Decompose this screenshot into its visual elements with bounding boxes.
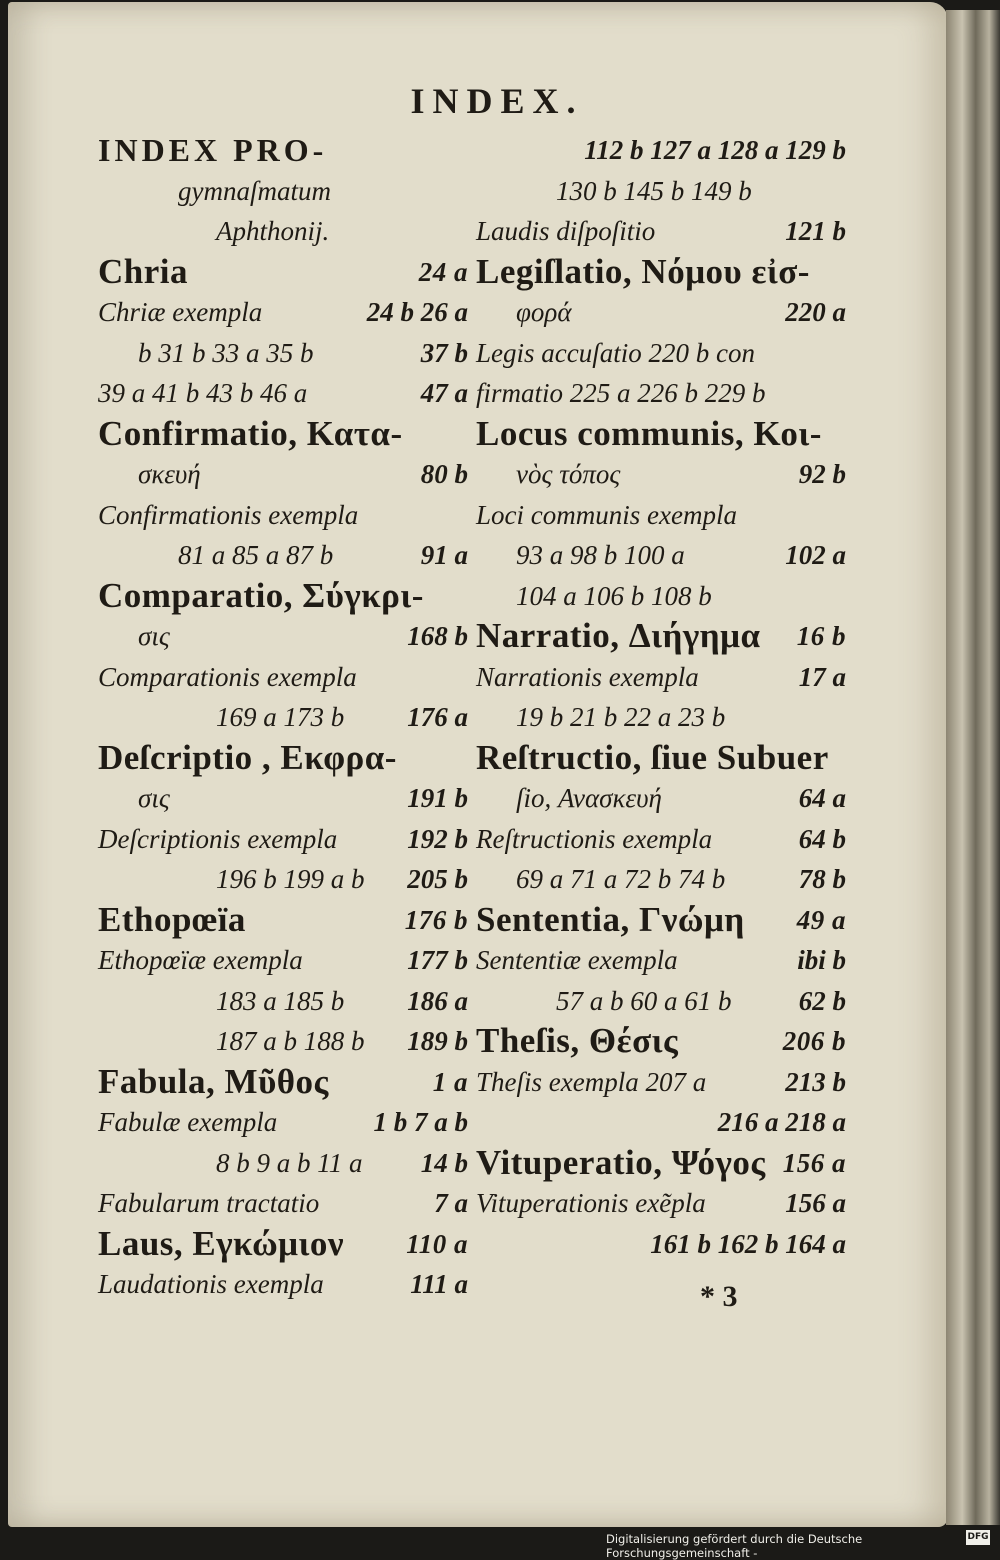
- entry-text: Reſtructionis exempla: [476, 823, 713, 854]
- index-entry: [98, 697, 468, 738]
- index-entry: [476, 616, 846, 657]
- index-entry: [98, 981, 468, 1022]
- entry-page-ref: 92 b: [798, 459, 846, 489]
- index-entry: [476, 1021, 846, 1062]
- entry-text: 93 a 98 b 100 a: [516, 540, 685, 570]
- entry-page-ref: 17 a: [798, 661, 846, 692]
- entry-text: Fabula, Μῦθος: [98, 1061, 329, 1101]
- index-entry: [476, 1102, 846, 1143]
- entry-text: ſio, Ανασκευή: [516, 783, 662, 813]
- entry-page-ref: 177 b: [407, 945, 468, 975]
- entry-text: b 31 b 33 a 35 b: [138, 337, 314, 368]
- entry-page-ref: 189 b: [407, 1026, 468, 1056]
- index-entry: [98, 1183, 468, 1224]
- entry-text: 8 b 9 a b 11 a: [216, 1147, 363, 1178]
- entry-page-ref: 78 b: [798, 864, 846, 894]
- entry-text: Loci communis exempla: [476, 499, 737, 530]
- index-entry: [476, 900, 846, 941]
- dfg-logo: DFG: [966, 1530, 990, 1545]
- entry-page-ref: 111 a: [410, 1269, 468, 1299]
- index-entry: [476, 1062, 846, 1103]
- index-entry: [98, 1224, 468, 1265]
- entry-text: Laus, Εγκώμιον: [98, 1223, 344, 1263]
- entry-page-ref: 192 b: [407, 823, 468, 854]
- digitization-credit: Digitalisierung gefördert durch die Deutsche Forschungsgemeinschaft -: [606, 1532, 863, 1560]
- index-entry: [476, 1224, 846, 1265]
- index-entry: [476, 859, 846, 900]
- entry-text: firmatio 225 a 226 b 229 b: [476, 378, 766, 408]
- index-entry: [98, 616, 468, 657]
- entry-page-ref: 49 a: [796, 904, 846, 935]
- index-entry: [98, 576, 468, 617]
- index-entry: [476, 819, 846, 860]
- page-header: INDEX.: [410, 81, 584, 121]
- entry-text: gymnaſmatum: [178, 175, 331, 206]
- entry-text: 57 a b 60 a 61 b: [556, 985, 732, 1016]
- index-entry: [98, 738, 468, 779]
- index-column-left: [98, 130, 468, 1305]
- index-entry: [98, 130, 468, 171]
- entry-page-ref: 102 a: [785, 540, 846, 570]
- entry-page-ref: 121 b: [785, 216, 846, 246]
- entry-page-ref: 64 b: [798, 823, 846, 854]
- index-column-right: [476, 130, 846, 1264]
- entry-text: Legiſlatio, Νόμου εἰσ-: [476, 251, 810, 291]
- entry-page-ref: 24 b 26 a: [366, 297, 468, 327]
- entry-page-ref: 216 a 218 a: [717, 1107, 846, 1137]
- entry-text: INDEX PRO-: [98, 132, 328, 168]
- entry-page-ref: ibi b: [797, 945, 846, 975]
- entry-text: Confirmationis exempla: [98, 499, 359, 530]
- index-entry: [98, 657, 468, 698]
- index-entry: [98, 292, 468, 333]
- index-entry: [476, 1183, 846, 1224]
- entry-page-ref: 191 b: [407, 783, 468, 813]
- entry-page-ref: 176 a: [407, 702, 468, 732]
- index-entry: [98, 1021, 468, 1062]
- index-entry: [476, 576, 846, 617]
- index-entry: [98, 373, 468, 414]
- entry-text: Chria: [98, 251, 188, 291]
- entry-page-ref: 156 a: [785, 1188, 846, 1218]
- entry-page-ref: 62 b: [798, 985, 846, 1016]
- entry-text: Ethopœïa: [98, 899, 246, 939]
- entry-text: 104 a 106 b 108 b: [516, 580, 712, 611]
- index-entry: [98, 778, 468, 819]
- entry-text: Theſis exempla 207 a: [476, 1066, 707, 1097]
- entry-page-ref: 206 b: [782, 1026, 846, 1056]
- entry-text: 187 a b 188 b: [216, 1026, 365, 1056]
- entry-text: Deſcriptio , Εκφρα-: [98, 737, 397, 777]
- entry-text: Deſcriptionis exempla: [98, 823, 338, 854]
- index-entry: [476, 292, 846, 333]
- entry-text: Comparatio, Σύγκρι-: [98, 575, 424, 615]
- entry-page-ref: 161 b 162 b 164 a: [650, 1228, 846, 1259]
- entry-page-ref: 1 a: [432, 1066, 468, 1097]
- entry-text: Laudis diſpoſitio: [476, 216, 656, 246]
- entry-page-ref: 220 a: [785, 297, 846, 327]
- entry-page-ref: 16 b: [796, 621, 846, 651]
- index-entry: [98, 454, 468, 495]
- entry-text: Laudationis exempla: [98, 1269, 324, 1299]
- entry-text: σις: [138, 621, 170, 651]
- entry-text: Ethopœïæ exempla: [98, 945, 303, 975]
- index-entry: [476, 535, 846, 576]
- entry-page-ref: 168 b: [407, 621, 468, 651]
- entry-text: νὸς τόπος: [516, 459, 621, 489]
- entry-text: Chriæ exempla: [98, 297, 263, 327]
- index-entry: [98, 859, 468, 900]
- index-entry: [476, 252, 846, 293]
- index-entry: [98, 1062, 468, 1103]
- index-entry: [98, 414, 468, 455]
- entry-page-ref: 7 a: [434, 1188, 468, 1218]
- index-entry: [98, 333, 468, 374]
- index-entry: [98, 535, 468, 576]
- index-entry: [476, 778, 846, 819]
- index-entry: [98, 495, 468, 536]
- entry-page-ref: 1 b 7 a b: [373, 1107, 468, 1137]
- index-entry: [476, 738, 846, 779]
- index-entry: [476, 414, 846, 455]
- entry-text: 81 a 85 a 87 b: [178, 540, 334, 570]
- index-entry: [476, 657, 846, 698]
- entry-page-ref: 110 a: [406, 1228, 468, 1259]
- entry-text: Vituperatio, Ψόγος: [476, 1142, 766, 1182]
- index-entry: [476, 211, 846, 252]
- index-entry: [98, 171, 468, 212]
- entry-page-ref: 112 b 127 a 128 a 129 b: [584, 135, 846, 165]
- entry-text: Sententiæ exempla: [476, 945, 678, 975]
- entry-text: Reſtructio, ſiue Subuer: [476, 737, 829, 777]
- index-entry: [98, 1102, 468, 1143]
- signature-mark: * 3: [700, 1280, 738, 1313]
- index-entry: [476, 981, 846, 1022]
- entry-text: Locus communis, Κοι-: [476, 413, 822, 453]
- entry-text: Comparationis exempla: [98, 661, 357, 692]
- entry-page-ref: 91 a: [420, 540, 468, 570]
- entry-text: 183 a 185 b: [216, 985, 345, 1016]
- entry-page-ref: 47 a: [420, 378, 468, 408]
- index-entry: [98, 940, 468, 981]
- index-entry: [476, 495, 846, 536]
- entry-page-ref: 213 b: [785, 1066, 846, 1097]
- entry-text: 196 b 199 a b: [216, 864, 365, 894]
- index-entry: [476, 454, 846, 495]
- index-entry: [476, 697, 846, 738]
- entry-text: Confirmatio, Κατα-: [98, 413, 403, 453]
- entry-text: 39 a 41 b 43 b 46 a: [98, 378, 308, 408]
- index-entry: [98, 1143, 468, 1184]
- entry-page-ref: 156 a: [782, 1147, 846, 1178]
- entry-page-ref: 205 b: [407, 864, 468, 894]
- index-entry: [98, 900, 468, 941]
- index-entry: [476, 171, 846, 212]
- entry-text: 169 a 173 b: [216, 702, 345, 732]
- entry-text: 69 a 71 a 72 b 74 b: [516, 864, 726, 894]
- index-entry: [476, 940, 846, 981]
- index-entry: [98, 252, 468, 293]
- entry-page-ref: 24 a: [418, 256, 468, 287]
- entry-text: σις: [138, 783, 170, 813]
- entry-text: Narratio, Διήγημα: [476, 616, 761, 655]
- entry-text: Narrationis exempla: [476, 661, 699, 692]
- entry-page-ref: 64 a: [798, 783, 846, 813]
- entry-page-ref: 186 a: [407, 985, 468, 1016]
- index-entry: [98, 819, 468, 860]
- index-entry: [476, 373, 846, 414]
- index-entry: [476, 130, 846, 171]
- entry-text: Vituperationis exẽpla: [476, 1188, 706, 1218]
- entry-text: Fabulæ exempla: [98, 1107, 278, 1137]
- entry-text: Theſis, Θέσις: [476, 1021, 679, 1060]
- entry-text: 130 b 145 b 149 b: [556, 175, 752, 206]
- index-entry: [98, 211, 468, 252]
- entry-text: Fabularum tractatio: [98, 1188, 320, 1218]
- entry-text: Sententia, Γνώμη: [476, 899, 745, 939]
- entry-page-ref: 37 b: [420, 337, 468, 368]
- entry-text: 19 b 21 b 22 a 23 b: [516, 702, 726, 732]
- page-edges: [946, 10, 1000, 1525]
- entry-text: σκευή: [138, 459, 201, 489]
- index-entry: [98, 1264, 468, 1305]
- entry-text: φορά: [516, 297, 572, 327]
- index-entry: [476, 1143, 846, 1184]
- entry-text: Aphthonij.: [216, 216, 330, 246]
- index-entry: [476, 333, 846, 374]
- entry-text: Legis accuſatio 220 b con: [476, 337, 755, 368]
- entry-page-ref: 80 b: [420, 459, 468, 489]
- entry-page-ref: 176 b: [404, 904, 468, 935]
- entry-page-ref: 14 b: [420, 1147, 468, 1178]
